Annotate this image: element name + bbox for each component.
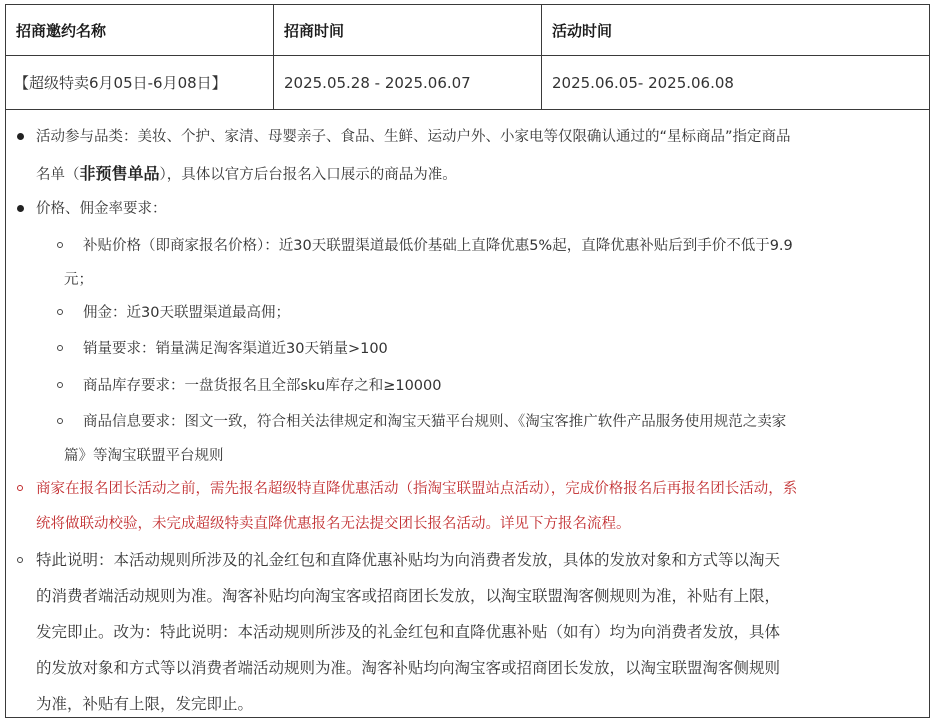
info-line-2: 篇》等淘宝联盟平台规则	[64, 448, 224, 464]
bullet-circle-icon	[57, 345, 63, 351]
stock-line: 商品库存要求：一盘货报名且全部sku库存之和≥10000	[83, 378, 442, 394]
bullet-circle-icon	[57, 382, 63, 388]
bullet-circle-icon	[57, 418, 63, 424]
special-line-5: 为准，补贴有上限，发完即止。	[36, 695, 254, 713]
requirements-title: 价格、佣金率要求：	[36, 201, 167, 217]
subsidy-line-2: 元；	[64, 272, 93, 288]
header-campaign-name: 招商邀约名称	[6, 5, 274, 55]
special-line-3: 发完即止。改为：特此说明：本活动规则所涉及的礼金红包和直降优惠补贴（如有）均为向消费者发放，具体	[36, 623, 781, 641]
info-line-1: 商品信息要求：图文一致，符合相关法律规定和淘宝天猫平台规则、《淘宝客推广软件产品服务使用规范之卖家	[83, 414, 787, 430]
bullet-circle-icon	[57, 309, 63, 315]
activity-time: 2025.06.05- 2025.06.08	[552, 73, 734, 92]
bullet-disc-icon	[17, 205, 24, 212]
special-line-1: 特此说明：本活动规则所涉及的礼金红包和直降优惠补贴均为向消费者发放，具体的发放对象和方式等以淘天	[36, 551, 781, 569]
table-header-row	[6, 5, 929, 56]
campaign-table	[5, 4, 930, 718]
bullet-circle-icon	[17, 557, 23, 563]
table-row	[6, 56, 929, 110]
bullet-circle-icon	[57, 242, 63, 248]
bullet-disc-icon	[17, 133, 24, 140]
special-line-2: 的消费者端活动规则为准。淘客补贴均向淘宝客或招商团长发放，以淘宝联盟淘客侧规则为准，补贴有上限，	[36, 587, 781, 605]
categories-line-2	[36, 161, 457, 184]
subsidy-line-1: 补贴价格（即商家报名价格）：近30天联盟渠道最低价基础上直降优惠5%起，直降优惠补贴后到手价不低于9.9	[83, 238, 793, 254]
header-activity-time: 活动时间	[552, 21, 613, 40]
categories-line-1: 活动参与品类：美妆、个护、家清、母婴亲子、食品、生鲜、运动户外、小家电等仅限确认通过的“星标商品”指定商品	[36, 129, 791, 145]
recruit-time: 2025.05.28 - 2025.06.07	[274, 56, 542, 109]
campaign-name: 【超级特卖6月05日-6月08日】	[6, 56, 274, 109]
non-presale-label: 非预售单品	[79, 164, 160, 183]
warning-line-2: 统将做联动校验，未完成超级特卖直降优惠报名无法提交团长报名活动。详见下方报名流程。	[36, 516, 631, 532]
sales-line: 销量要求：销量满足淘客渠道近30天销量>100	[83, 341, 388, 357]
special-line-4: 的发放对象和方式等以消费者端活动规则为准。淘客补贴均向淘宝客或招商团长发放，以淘宝联盟淘客侧规则	[36, 659, 781, 677]
header-recruit-time: 招商时间	[274, 5, 542, 55]
bullet-circle-icon	[17, 485, 23, 491]
commission-line: 佣金：近30天联盟渠道最高佣；	[83, 305, 290, 321]
categories-prefix: 名单（	[36, 167, 80, 183]
categories-suffix: ），具体以官方后台报名入口展示的商品为准。	[159, 167, 457, 183]
warning-line-1: 商家在报名团长活动之前，需先报名超级特直降优惠活动（指淘宝联盟站点活动），完成价格报名后再报名团长活动，系	[36, 481, 798, 497]
